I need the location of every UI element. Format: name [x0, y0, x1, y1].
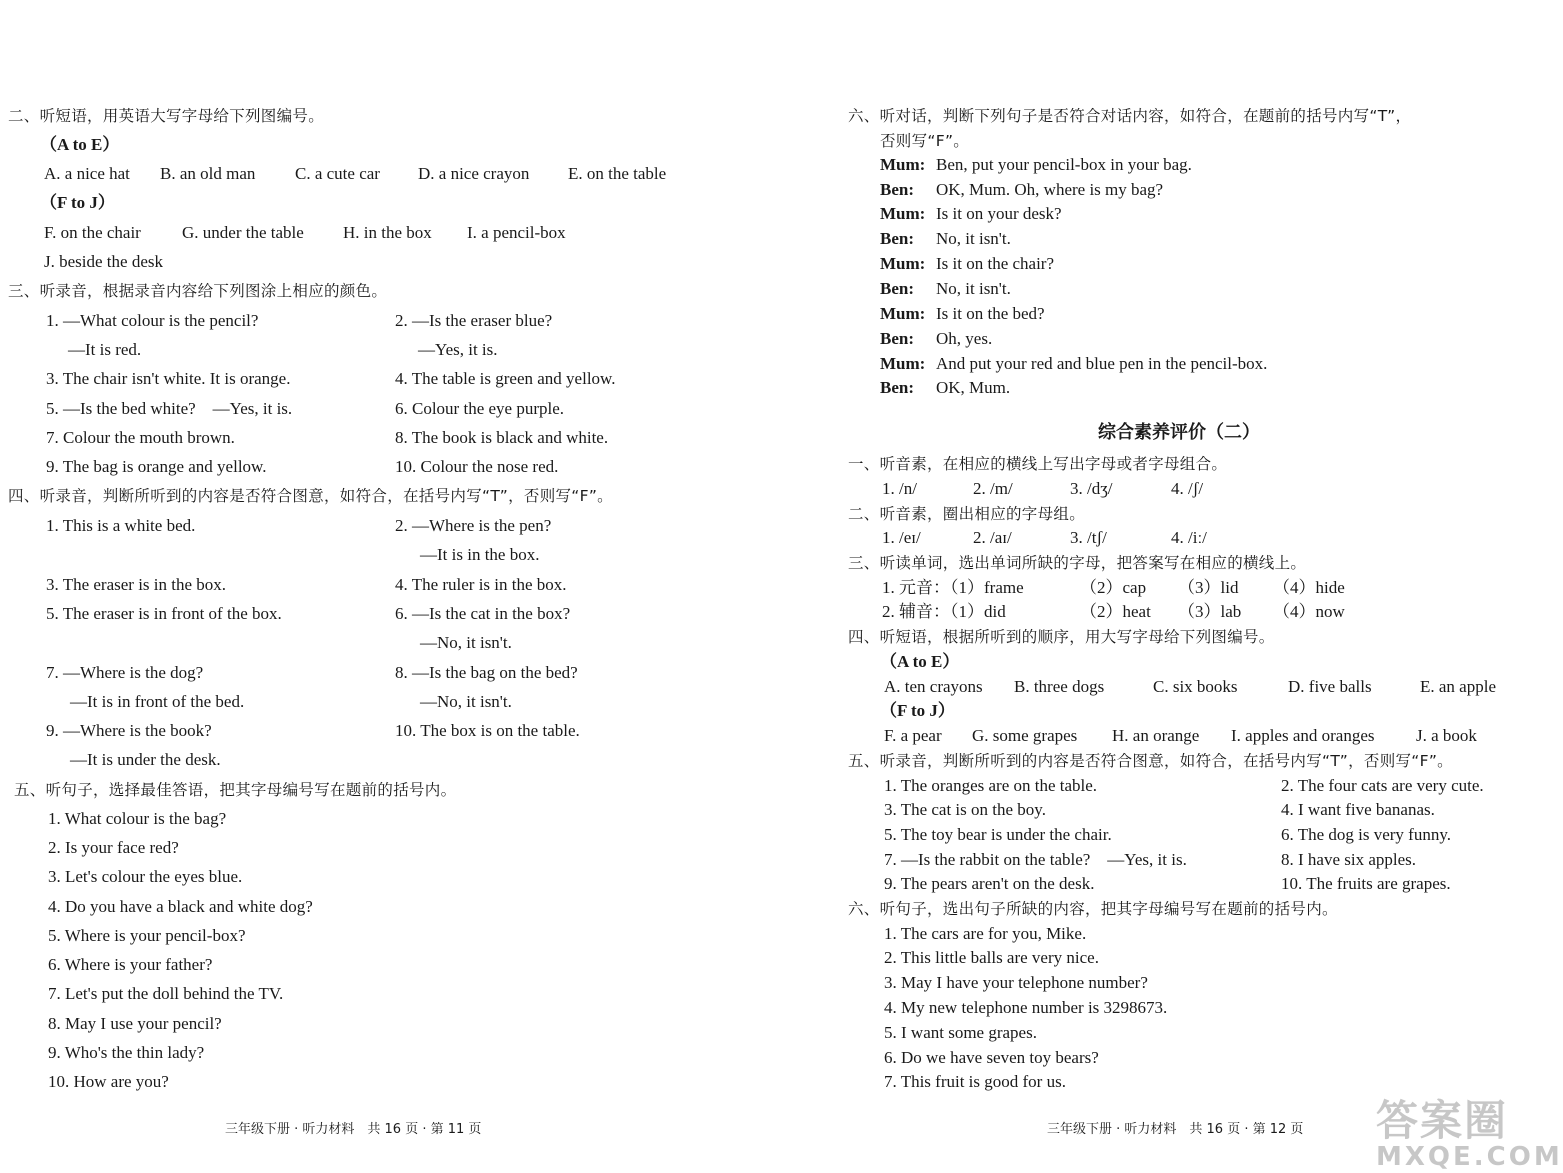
utterance: Is it on your desk? [936, 204, 1062, 223]
r6-item: 7. This fruit is good for us. [884, 1072, 1066, 1091]
section-4-heading: 四、听录音，判断所听到的内容是否符合图意，如符合，在括号内写“T”，否则写“F”。 [8, 487, 613, 505]
s3-item: 9. The bag is orange and yellow. [46, 457, 267, 476]
utterance: No, it isn't. [936, 229, 1011, 248]
r5-item: 1. The oranges are on the table. [884, 776, 1098, 795]
range-a-to-e: （A to E） [40, 135, 120, 154]
speaker: Ben: [880, 279, 914, 298]
option-b: B. three dogs [1014, 677, 1105, 696]
r5-item: 9. The pears aren't on the desk. [884, 874, 1095, 893]
r5-item: 8. I have six apples. [1281, 850, 1417, 869]
s5-item: 8. May I use your pencil? [48, 1014, 222, 1033]
r6-item: 2. This little balls are very nice. [884, 948, 1099, 967]
section-2-heading: 二、听短语，用英语大写字母给下列图编号。 [8, 107, 325, 125]
r5-heading: 五、听录音，判断所听到的内容是否符合图意，如符合，在括号内写“T”，否则写“F”。 [848, 752, 1453, 770]
word-item: （2）heat [1080, 602, 1151, 621]
word-item: （4）hide [1273, 578, 1345, 597]
s4-item: —No, it isn't. [420, 633, 512, 652]
s4-item: 2. —Where is the pen? [395, 516, 552, 535]
dialogue-line [880, 253, 1054, 275]
speaker: Ben: [880, 378, 914, 397]
word-item: （3）lid [1178, 578, 1239, 597]
r6-item: 6. Do we have seven toy bears? [884, 1048, 1099, 1067]
r5-item: 4. I want five bananas. [1281, 800, 1435, 819]
word-item: （2）cap [1080, 578, 1147, 597]
option-a: A. a nice hat [44, 164, 130, 183]
r6-heading: 六、听句子，选出句子所缺的内容，把其字母编号写在题前的括号内。 [848, 900, 1338, 918]
utterance: Oh, yes. [936, 329, 993, 348]
dialogue-line [880, 377, 1010, 399]
word-item: （3）lab [1178, 602, 1242, 621]
s4-item: —It is in the box. [420, 545, 540, 564]
r5-item: 10. The fruits are grapes. [1281, 874, 1451, 893]
s5-item: 1. What colour is the bag? [48, 809, 227, 828]
s4-item: —It is in front of the bed. [70, 692, 245, 711]
speaker: Ben: [880, 329, 914, 348]
s5-item: 9. Who's the thin lady? [48, 1043, 205, 1062]
option-i: I. apples and oranges [1231, 726, 1375, 745]
section-title: 综合素养评价（二） [1098, 422, 1260, 443]
dialogue-line [880, 228, 1011, 250]
s3-item: 6. Colour the eye purple. [395, 399, 565, 418]
s3-item: 8. The book is black and white. [395, 428, 609, 447]
option-e: E. an apple [1420, 677, 1496, 696]
option-f: F. a pear [884, 726, 942, 745]
s3-item: 2. —Is the eraser blue? [395, 311, 553, 330]
r5-item: 6. The dog is very funny. [1281, 825, 1451, 844]
s4-item: —No, it isn't. [420, 692, 512, 711]
s5-item: 4. Do you have a black and white dog? [48, 897, 313, 916]
speaker: Mum: [880, 254, 926, 273]
utterance: Is it on the bed? [936, 304, 1045, 323]
range-f-to-j: （F to J） [880, 701, 955, 720]
r5-item: 5. The toy bear is under the chair. [884, 825, 1112, 844]
r5-item: 2. The four cats are very cute. [1281, 776, 1484, 795]
s3-item: —Yes, it is. [418, 340, 498, 359]
option-e: E. on the table [568, 164, 667, 183]
s4-item: —It is under the desk. [70, 750, 221, 769]
speaker: Ben: [880, 229, 914, 248]
s3-item: 3. The chair isn't white. It is orange. [46, 369, 291, 388]
phoneme-item: 2. /m/ [973, 479, 1013, 498]
watermark-logo-text: 答案圈 [1376, 1096, 1509, 1145]
speaker: Ben: [880, 180, 914, 199]
option-g: G. under the table [182, 223, 304, 242]
section-5-heading: 五、听句子，选择最佳答语，把其字母编号写在题前的括号内。 [14, 781, 457, 799]
option-c: C. six books [1153, 677, 1238, 696]
phoneme-item: 4. /ʃ/ [1171, 479, 1204, 498]
phoneme-item: 1. /n/ [882, 479, 917, 498]
s4-item: 7. —Where is the dog? [46, 663, 204, 682]
option-h: H. an orange [1112, 726, 1200, 745]
r3-heading: 三、听读单词，选出单词所缺的字母，把答案写在相应的横线上。 [848, 554, 1307, 572]
utterance: No, it isn't. [936, 279, 1011, 298]
section-3-heading: 三、听录音，根据录音内容给下列图涂上相应的颜色。 [8, 282, 388, 300]
option-h: H. in the box [343, 223, 432, 242]
s5-item: 5. Where is your pencil-box? [48, 926, 246, 945]
s4-item: 6. —Is the cat in the box? [395, 604, 571, 623]
r6-item: 1. The cars are for you, Mike. [884, 924, 1087, 943]
option-d: D. five balls [1288, 677, 1372, 696]
s4-item: 1. This is a white bed. [46, 516, 196, 535]
dialogue-line [880, 278, 1011, 300]
s3-item: 7. Colour the mouth brown. [46, 428, 235, 447]
watermark-logo-url: MXQE.COM [1376, 1142, 1563, 1172]
left-page [0, 0, 768, 1173]
s4-item: 3. The eraser is in the box. [46, 575, 227, 594]
right-page [768, 0, 1563, 1173]
s4-item: 4. The ruler is in the box. [395, 575, 567, 594]
s5-item: 2. Is your face red? [48, 838, 179, 857]
r6-item: 4. My new telephone number is 3298673. [884, 998, 1168, 1017]
dialogue-line [880, 203, 1062, 225]
option-j: J. beside the desk [44, 252, 163, 271]
r6-item: 5. I want some grapes. [884, 1023, 1037, 1042]
s5-item: 7. Let's put the doll behind the TV. [48, 984, 284, 1003]
word-item: 1. 元音：（1）frame [882, 578, 1024, 597]
speaker: Mum: [880, 155, 926, 174]
r5-item: 3. The cat is on the boy. [884, 800, 1046, 819]
s4-item: 10. The box is on the table. [395, 721, 580, 740]
phoneme-item: 3. /tʃ/ [1070, 528, 1107, 547]
watermark-logo [1376, 1088, 1563, 1172]
s3-item: 10. Colour the nose red. [395, 457, 559, 476]
s5-item: 3. Let's colour the eyes blue. [48, 867, 243, 886]
range-a-to-e: （A to E） [880, 652, 960, 671]
s3-item: 1. —What colour is the pencil? [46, 311, 259, 330]
s3-item: 4. The table is green and yellow. [395, 369, 616, 388]
dialogue-line [880, 179, 1163, 201]
option-c: C. a cute car [295, 164, 380, 183]
option-g: G. some grapes [972, 726, 1078, 745]
speaker: Mum: [880, 304, 926, 323]
utterance: OK, Mum. Oh, where is my bag? [936, 180, 1164, 199]
r5-item: 7. —Is the rabbit on the table? —Yes, it is. [884, 850, 1187, 869]
phoneme-item: 4. /iː/ [1171, 528, 1207, 547]
word-item: 2. 辅音：（1）did [882, 602, 1006, 621]
page-footer: 三年级下册 · 听力材料 共 16 页 · 第 12 页 [1047, 1122, 1304, 1137]
option-f: F. on the chair [44, 223, 141, 242]
section-6-heading: 六、听对话，判断下列句子是否符合对话内容，如符合，在题前的括号内写“T”， [848, 107, 1412, 125]
phoneme-item: 3. /dʒ/ [1070, 479, 1113, 498]
range-f-to-j: （F to J） [40, 193, 115, 212]
s5-item: 10. How are you? [48, 1072, 169, 1091]
s3-item: 5. —Is the bed white? —Yes, it is. [46, 399, 293, 418]
utterance: OK, Mum. [936, 378, 1011, 397]
s4-item: 9. —Where is the book? [46, 721, 212, 740]
option-d: D. a nice crayon [418, 164, 530, 183]
s3-item: —It is red. [68, 340, 142, 359]
phoneme-item: 1. /eɪ/ [882, 528, 921, 547]
dialogue-line [880, 328, 992, 350]
option-i: I. a pencil-box [467, 223, 566, 242]
s4-item: 8. —Is the bag on the bed? [395, 663, 578, 682]
option-b: B. an old man [160, 164, 256, 183]
dialogue-line [880, 303, 1045, 325]
r4-heading: 四、听短语，根据所听到的顺序，用大写字母给下列图编号。 [848, 628, 1275, 646]
phoneme-item: 2. /aɪ/ [973, 528, 1012, 547]
s4-item: 5. The eraser is in front of the box. [46, 604, 282, 623]
r2-heading: 二、听音素，圈出相应的字母组。 [848, 505, 1086, 523]
speaker: Mum: [880, 354, 926, 373]
dialogue-line [880, 154, 1192, 176]
section-6-heading-cont: 否则写“F”。 [880, 132, 970, 150]
utterance: Ben, put your pencil-box in your bag. [936, 155, 1192, 174]
utterance: And put your red and blue pen in the pencil-box. [936, 354, 1268, 373]
dialogue-line [880, 353, 1267, 375]
word-item: （4）now [1273, 602, 1345, 621]
s5-item: 6. Where is your father? [48, 955, 213, 974]
speaker: Mum: [880, 204, 926, 223]
option-a: A. ten crayons [884, 677, 983, 696]
r6-item: 3. May I have your telephone number? [884, 973, 1148, 992]
r1-heading: 一、听音素，在相应的横线上写出字母或者字母组合。 [848, 455, 1228, 473]
page-footer: 三年级下册 · 听力材料 共 16 页 · 第 11 页 [225, 1122, 482, 1137]
option-j: J. a book [1416, 726, 1477, 745]
utterance: Is it on the chair? [936, 254, 1055, 273]
